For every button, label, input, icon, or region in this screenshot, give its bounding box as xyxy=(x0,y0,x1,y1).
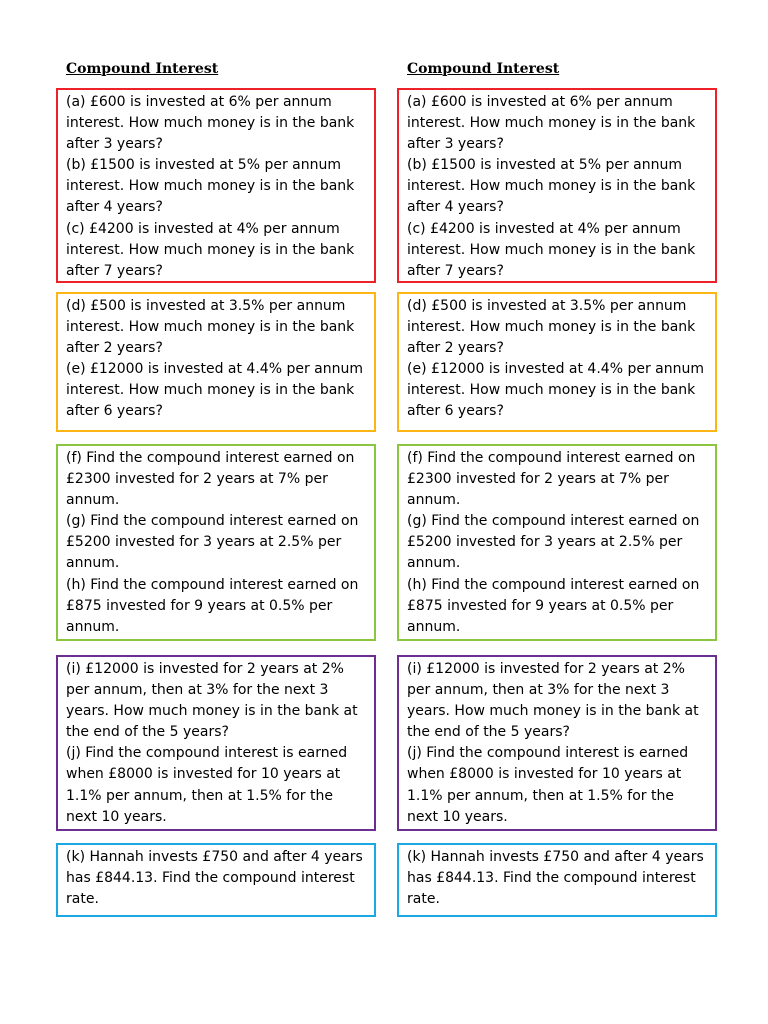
question-e: (e) £12000 is invested at 4.4% per annum interest. How much money is in the bank after 6 years? xyxy=(66,361,363,420)
question-f: (f) Find the compound interest earned on £2300 invested for 2 years at 7% per annum. xyxy=(407,450,696,509)
question-b: (b) £1500 is invested at 5% per annum interest. How much money is in the bank after 4 years? xyxy=(66,157,355,216)
question-c: (c) £4200 is invested at 4% per annum interest. How much money is in the bank after 7 years? xyxy=(66,220,355,279)
question-a: (a) £600 is invested at 6% per annum interest. How much money is in the bank after 3 years? xyxy=(66,94,355,153)
question-d: (d) £500 is invested at 3.5% per annum interest. How much money is in the bank after 2 years? xyxy=(66,298,355,357)
question-box-purple xyxy=(397,655,717,831)
question-d: (d) £500 is invested at 3.5% per annum interest. How much money is in the bank after 2 years? xyxy=(407,298,696,357)
question-box-green xyxy=(397,444,717,641)
worksheet-heading: Compound Interest xyxy=(407,61,560,77)
question-c: (c) £4200 is invested at 4% per annum interest. How much money is in the bank after 7 years? xyxy=(407,220,696,279)
question-j: (j) Find the compound interest is earned when £8000 is invested for 10 years at 1.1% per annum, then at 1.5% for the next 10 years. xyxy=(66,745,348,825)
question-b: (b) £1500 is invested at 5% per annum interest. How much money is in the bank after 4 years? xyxy=(407,157,696,216)
question-box-red xyxy=(397,88,717,283)
question-i: (i) £12000 is invested for 2 years at 2% per annum, then at 3% for the next 3 years. How much money is in the bank at the end of the 5 years? xyxy=(407,661,699,741)
question-g: (g) Find the compound interest earned on £5200 invested for 3 years at 2.5% per annum. xyxy=(407,513,700,572)
question-box-yellow xyxy=(397,292,717,432)
worksheet-heading: Compound Interest xyxy=(66,61,219,77)
question-h: (h) Find the compound interest earned on £875 invested for 9 years at 0.5% per annum. xyxy=(407,576,700,635)
question-box-purple xyxy=(56,655,376,831)
question-f: (f) Find the compound interest earned on £2300 invested for 2 years at 7% per annum. xyxy=(66,450,355,509)
question-j: (j) Find the compound interest is earned when £8000 is invested for 10 years at 1.1% per annum, then at 1.5% for the next 10 years. xyxy=(407,745,689,825)
question-box-green xyxy=(56,444,376,641)
question-k: (k) Hannah invests £750 and after 4 years has £844.13. Find the compound interest rate. xyxy=(66,849,363,908)
question-i: (i) £12000 is invested for 2 years at 2% per annum, then at 3% for the next 3 years. How much money is in the bank at the end of the 5 years? xyxy=(66,661,358,741)
question-box-yellow xyxy=(56,292,376,432)
question-h: (h) Find the compound interest earned on £875 invested for 9 years at 0.5% per annum. xyxy=(66,576,359,635)
question-g: (g) Find the compound interest earned on £5200 invested for 3 years at 2.5% per annum. xyxy=(66,513,359,572)
question-box-red xyxy=(56,88,376,283)
question-box-blue xyxy=(56,843,376,917)
question-box-blue xyxy=(397,843,717,917)
question-e: (e) £12000 is invested at 4.4% per annum interest. How much money is in the bank after 6 years? xyxy=(407,361,704,420)
question-k: (k) Hannah invests £750 and after 4 years has £844.13. Find the compound interest rate. xyxy=(407,849,704,908)
question-a: (a) £600 is invested at 6% per annum interest. How much money is in the bank after 3 years? xyxy=(407,94,696,153)
